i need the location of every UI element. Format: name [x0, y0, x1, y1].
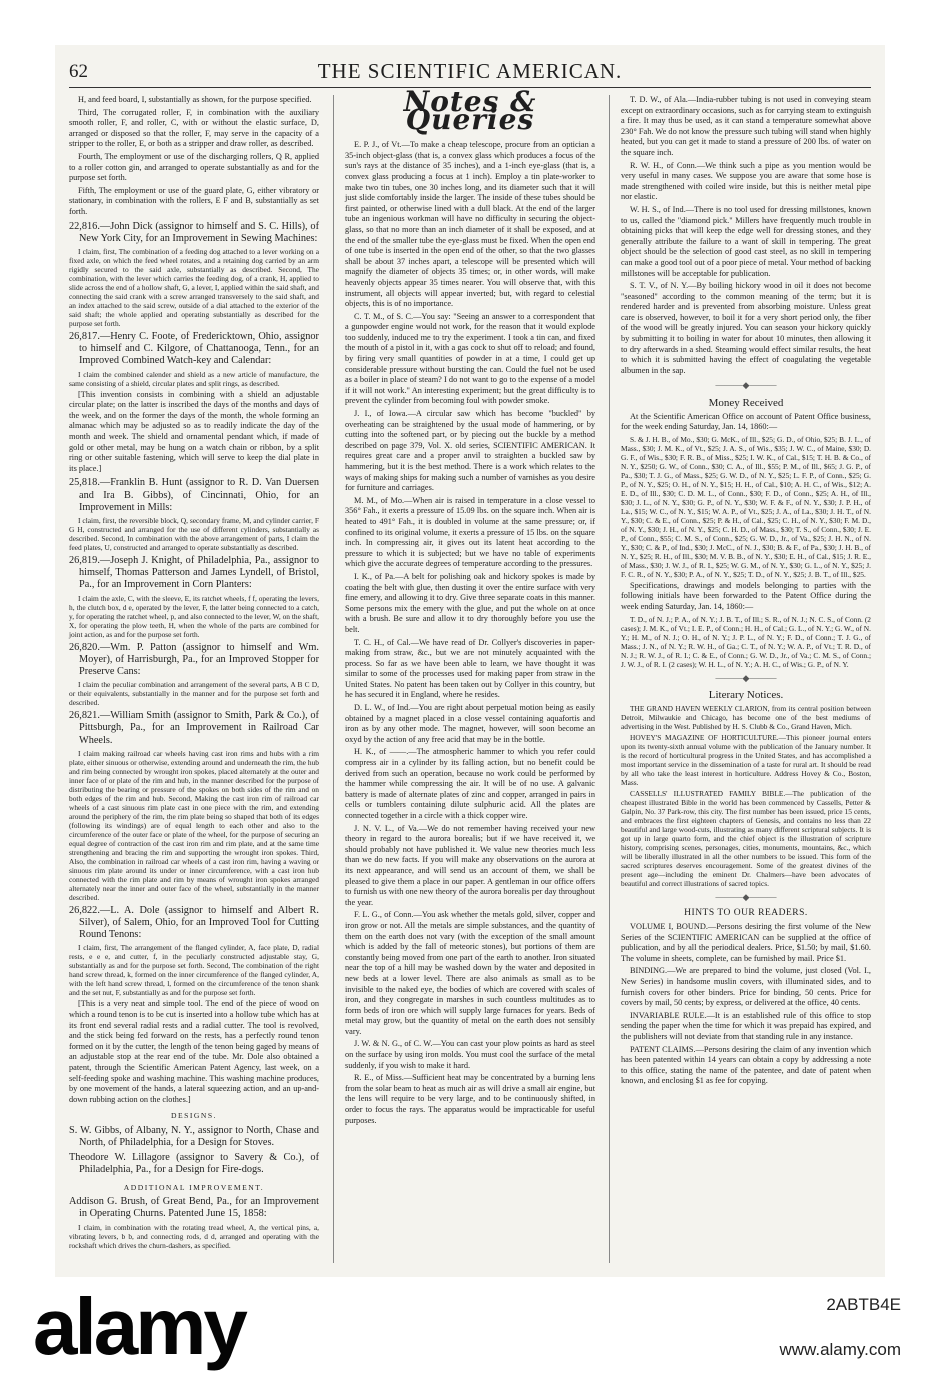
column-divider [333, 95, 334, 1263]
page-number: 62 [69, 61, 88, 82]
section-ornament: ———◆——— [715, 672, 777, 683]
hints-heading: HINTS TO OUR READERS. [684, 908, 808, 919]
patent-claim: I claim making railroad car wheels having cast iron rims and hubs with a rim plate, either sinuous or otherwise, extending around and underneath the rim, the hub and rim being connected by wrought iron spokes, placed alternately at the outer and inner face of or plate of the rim and hub, in the manner described for the purpose of distributing the bearing or pressure of the spokes on both sides of the rim and on both edges of the rim and hub. Second, Making the cast iron rim of railroad car wheels of a cast sinuous rim plate cast in one piece with the rim, and extending around the periphery of the rim, the rim plate being so shaped that both of its edges (following its windings) are of equal length to each other and also to the circumference of the outer face or plate of the wheel, for the purpose of securing an equal degree of contraction of the cast iron rim and rim plate, and at the same time strengthening and bracing the rim and supporting the wrought iron spokes. Third, Also, the combination in railroad car wheels of a cast iron rim, having a waving or sinuous rim plate around its under or inner circumference, with a cast iron hub connected with the rim plate and rim by means of wrought iron spokes arranged alternately near the inner and outer face of the wheel, substantially in the manner described. [69, 748, 319, 902]
patent-heading: 26,819.—Joseph J. Knight, of Philadelphia, Pa., assignor to himself, Thomas Patterson and James Lyndell, of Bristol, Pa., for an Improvement in Corn Planters: [69, 554, 319, 591]
stock-watermark-bar [0, 1277, 941, 1390]
paragraph: H, and feed board, I, substantially as shown, for the purpose specified. [78, 95, 312, 104]
patent-heading: 26,817.—Henry C. Foote, of Fredericktown, Ohio, assignor to himself and C. Kilgore, of Chattanooga, Tenn., for an Improved Combined Watch-key and Calendar: [69, 330, 319, 367]
section-heading-additional-improvement: ADDITIONAL IMPROVEMENT. [123, 1182, 265, 1192]
heading-text: Notes & Queries [403, 85, 537, 136]
patent-claim: I claim, first, the reversible block, Q, secondary frame, M, and cylinder carrier, F G H, constructed and arranged for the use of different cylinders, substantially as described. Second, In combination with the above arrangement of parts, I claim the feed plates, U, constructed and arranged to operate substantially as described. [69, 515, 319, 552]
section-ornament: ———◆——— [715, 380, 777, 391]
specifications-intro: Specifications, drawings and models belonging to parties with the following initials have been forwarded to the Patent Office during the week ending Saturday, Jan. 14, 1860:— [621, 580, 871, 611]
section-heading-designs: DESIGNS. [171, 1111, 217, 1121]
query-answer: D. L. W., of Ind.—You are right about perpetual motion being as easily obtained by a magnet placed in a close vessel containing aquafortis and iron as by any other mode. The magnet, however, will soon become an oxyd by the action of any free acid that may be in the bottle. [345, 703, 595, 744]
watermark-url: www.alamy.com [779, 1340, 901, 1359]
alamy-logo: alamy [33, 1282, 245, 1371]
query-answer: C. T. M., of S. C.—You say: "Seeing an answer to a correspondent that a gunpowder engine would not work, for the reason that it would explode too suddenly, induced me to try the experiment. I took a tin can, and fixed the mouth of a pistol in it, with a gas cock to shut off to reload; and found, by firing very small quantities of powder in at a time, I could get up considerable pressure without bursting the can. Could the fuel not be used as a boiler in place of steam? I do not want to go to the expense of a model if it will not work." An interesting experiment; but the great difficulty is to prevent the cylinder from becoming foul with powder smoke. [345, 311, 595, 406]
column-notes-and-queries [345, 85, 595, 1128]
query-answer: R. W. H., of Conn.—We think such a pipe as you mention would be very useful in many cases. We suppose you are aware that some hose is made strengthened with coiled wire inside, but this is neither metal pipe nor elastic. [621, 160, 871, 202]
patent-heading: 25,818.—Franklin B. Hunt (assignor to R. D. Van Duersen and Ira B. Gibbs), of Cincinnati, Ohio, for an Improvement in Mills: [69, 477, 319, 513]
patent-heading: 26,820.—Wm. P. Patton (assignor to himself and Wm. Moyer), of Harrisburgh, Pa., for an Improved Stopper for Preserve Cans: [69, 641, 319, 677]
patent-heading: Addison G. Brush, of Great Bend, Pa., for an Improvement in Operating Churns. Patented June 15, 1858: [69, 1196, 319, 1220]
query-answer: S. T. V., of N. Y.—By boiling hickory wood in oil it does not become "seasoned" according to the common meaning of the term; but it is rendered harder and is prevented from absorbing moisture. Unless great care is observed, however, to boil it for a very short period only, the fiber of the wood will be greatly injured. You can season your hickory quickly by submitting it to boiling in water for about 10 minutes, then allowing it to dry afterwards in a shed. Steaming would effect similar results, the heat to which it is submitted having the effect of coagulating the vegetable albumen in the sap. [621, 281, 871, 375]
newspaper-page [55, 45, 885, 1277]
query-answer: T. C. H., of Cal.—We have read of Dr. Collyer's discoveries in paper-making from straw, &c., but we are not minutely acquainted with the process. So far as we have been able to learn, we have thought it was similar to some of the processes used for making paper from straw in the United States. No patent has been taken out by Collyer in this country, but he has secured it in England, where he resides. [345, 637, 595, 700]
query-answer: J. W. & N. G., of C. W.—You can cast your plow points as hard as steel on the surface by using iron molds. You must cool the surface of the metal suddenly, if you wish to make it hard. [345, 1039, 595, 1070]
query-answer: I. K., of Pa.—A belt for polishing oak and hickory spokes is made by coating the belt with glue, then dusting it over the entire surface with very fine emery, and allowing it to dry. Give three separate coats in this manner. Some persons mix the emery with the glue, and put the whole on at once with a brush. Be sure and allow it to dry thoroughly before you use the belt. [345, 571, 595, 634]
page-header [69, 59, 871, 85]
query-answer: F. L. G., of Conn.—You ask whether the metals gold, silver, copper and iron grow or not. All the metals are simple substances, and the quantity of them on the earth does not vary (with the exception of the small amount which is added by the fall of meteoric stones), but portions of them are constantly being moved from one part of the earth to another. Iron situated near the top of a hill may be washed down by the water and deposited in new beds at a lower level. There are also animals as small as to be invisible to the naked eye, the bodies of which are covered with scales of iron, and they congregate in marshes in such countless multitudes as to form beds of iron ore which will supply large furnaces for years. Beds of metal may grow, but the quantity of metal on the earth does not sensibly vary. [345, 910, 595, 1036]
literary-notice: THE GRAND HAVEN WEEKLY CLARION, from its central position between Detroit, Milwaukie and Chicago, has become one of the best mediums of advertising in the West. Published by H. S. Clubb & Co., Grand Haven, Mich. [621, 703, 871, 731]
design-entry: S. W. Gibbs, of Albany, N. Y., assignor to North, Chase and North, of Philadelphia, for a Design for Stoves. [69, 1124, 319, 1149]
hint-paragraph: PATENT CLAIMS.—Persons desiring the claim of any invention which has been patented within 14 years can obtain a copy by addressing a note to this office, stating the name of the patentee, and date of patent when known, and enclosing $1 as fee for copying. [621, 1044, 871, 1086]
patent-claim: I claim the combined calender and shield as a new article of manufacture, the same consisting of a shield, circular plates and split rings, as described. [69, 369, 319, 388]
patent-note: [This is a very neat and simple tool. The end of the piece of wood on which a round tenon is to be cut is inserted into a hollow tube which has at its front end several radial rests and a radial cutter. The tool is revolved, and the stick being fed forward on the rests, has a perfectly round tenon formed on it by the cutter, the length of the tenon being gaged by means of an adjustable stop at the rear end of the tube. Mr. Dole also obtained a patent, through the Scientific American Patent Agency, last week, on a self-feeding spoke and washing machine. This washing machine produces, by one movement of the hands, a lateral squeezing action, and an up-and-down rubbing action on the clothes.] [69, 999, 319, 1104]
patent-claim: I claim, in combination with the rotating tread wheel, A, the vertical pins, a, vibrating levers, b b, and connecting rods, d d, arranged and operating with the rockshaft which drives the churn-dashers, as specified. [69, 1222, 319, 1250]
column-money-and-notices [621, 95, 871, 1089]
page-title: THE SCIENTIFIC AMERICAN. [317, 59, 623, 83]
literary-notice: HOVEY'S MAGAZINE OF HORTICULTURE.—This pioneer journal enters upon its twenty-sixth annual volume with the publication of the January number. It is the record of horticultural progress in the United States, and has accomplished a most important service in the dissemination of a taste for rural art. It should be read by all who take the least interest in horticulture. Address Hovey & Co., Boston, Mass. [621, 732, 871, 787]
money-received-intro: At the Scientific American Office on account of Patent Office business, for the week ending Saturday, Jan. 14, 1860:— [621, 411, 871, 432]
hint-paragraph: VOLUME I, BOUND.—Persons desiring the first volume of the New Series of the SCIENTIFIC AMERICAN can be supplied at the office of publication, and by all the periodical dealers. Price, $1.50; by mail, $1.60. The volume in sheets, complete, can be furnished by mail. Price $1. [621, 921, 871, 963]
specifications-list: T. D., of N. J.; P. A., of N. Y.; J. B. T., of Ill.; S. R., of N. J.; N. C. S., of Conn. (2 cases); J. M. K., of Vt.; I. E. P., of Conn.; H. H., of Cal.; G. L., of N. Y.; G. W., of N. Y.; H. M., of N. J.; O. H., of N. Y.; J. P. L., of N. Y.; F. D., of Conn.; T. J. G., of Mass.; J. N., of N. Y.; R. W. H., of Ga.; C. T., of N. Y.; W. A. P., of Vt.; T. R. D., of N. J.; R. W. J., of R. I.; C. & E., of Conn.; G. W. D., Jr., of Va.; C. M. S., of Conn.; J. W. J., of R. I. (2 cases); W. H. L., of N. Y.; A. H. C., of Wis.; G. P., of N. Y. [621, 614, 871, 669]
money-received-heading: Money Received [708, 397, 784, 410]
patent-note: [This invention consists in combining with a shield an adjustable circular plate; on the latter is inscribed the days of the months and days of the week, and on the former the days of the month, the whole forming an almanac which may be adjusted so as to readily indicate the day of the month and week. The shield and ornamental pendant which, if made of gold or other metal, may be hung on a watch chain or ribbon, by a split ring or other suitable fastening, which will serve to keep the dial plate in its place.] [69, 389, 319, 473]
patent-claim: I claim the axle, C, with the sleeve, E, its ratchet wheels, f f, operating the levers, h, the clutch box, d e, operated by the lever, F, the latter being connected to a catch, y, for operating the ratchet wheel, p, and also connected to the lever, W, on the shaft, X, for operating the plow teeth, H, when the whole of the parts are combined for joint action, as and for the purpose set forth. [69, 593, 319, 639]
paragraph: Third, The corrugated roller, F, in combination with the auxiliary smooth roller, F, and roller, C, with or without the elastic surface, D, arranged or disposed so that the roller, F, may serve in the capacity of a stripper to the roller, E, or both as a stripper and draw roller, as described. [69, 107, 319, 149]
section-ornament: ———◆——— [715, 891, 777, 902]
query-answer: T. D. W., of Ala.—India-rubber tubing is not used in conveying steam except on extraordinary occasions, such as for carrying steam to extinguish a fire. It may thus be used, as it can stand a temperature somewhat above 230° Fah. We do not know the pressure such tubing will stand when highly heated, but you can get it made to stand a pressure of 200 lbs. of water on the square inch. [621, 95, 871, 157]
query-answer: M. M., of Mo.—When air is raised in temperature in a close vessel to 356° Fah., it exerts a pressure of 15.09 lbs. on the square inch. When air is heated to 491° Fah., it is doubled in volume at the same pressure; or, if confined to its original volume, it exerts a pressure of 15 lbs. on the square inch. In compressing air, it gives out its latent heat according to the pressure to which it is subjected; but we have no table of experiments which give the accurate degrees of temperature according to the pressures. [345, 495, 595, 569]
hint-paragraph: INVARIABLE RULE.—It is an established rule of this office to stop sending the paper when the time for which it was prepaid has expired, and the publishers will not deviate from that standing rule in any instance. [621, 1010, 871, 1041]
literary-notices-heading: Literary Notices. [708, 689, 784, 702]
query-answer: E. P. J., of Vt.—To make a cheap telescope, procure from an optician a 35-inch object-glass (that is, a convex glass which produces a focus of the sun's rays at the distance of 35 inches), and a 1-inch eye-glass (that is, a convex glass producing a focus at 1 inch). Employ a tin plate-worker to make two tin tubes, one 30 inches long, and its diameter such that it will just slide comfortably inside the larger. The inside of these tubes should be first painted, or otherwise lined with a dull black. At the end of the larger tube an ingenious workman will have no difficulty in securing the object-glass, so that no more than an inch diameter of it shall be exposed, and at the end of the smaller tube the eye-glass must be fixed. When the open end of one tube is inserted in the open end of the other, so that the two glasses shall be about 37 inches apart, a telescope will be presented which will magnify the diameter of objects 35 times; or, in other words, will make heavenly objects appear 35 times nearer. You will observe that, with this instrument, all objects will appear inverted; but, with regard to celestial objects, this is of no importance. [345, 140, 595, 309]
paragraph: Fourth, The employment or use of the discharging rollers, Q R, applied to a roller cotton gin, and arranged to operate substantially as and for the purpose set forth. [69, 151, 319, 183]
patent-claim: I claim, first, The combination of a feeding dog attached to a lever working on a fixed axle, on which the feed wheel rotates, and a retaining dog carried by an arm rigidly secured to the said axle, substantially as described. Second, The combination, with the lever which carries the feeding dog, of a crank, H, applied to slide across the end of a hollow shaft, G, a lever, I, applied within the said shaft, and connecting the said crank with a screw arranged transversely to the said shaft, and an index attached to the said screw, outside of a dial attached to the exterior of the said shaft; the whole applied and operating substantially as described for the purpose set forth. [69, 246, 319, 328]
patent-heading: 26,822.—L. A. Dole (assignor to himself and Albert R. Silver), of Salem, Ohio, for an Improved Tool for Cutting Round Tenons: [69, 904, 319, 941]
literary-notice: CASSELLS' ILLUSTRATED FAMILY BIBLE.—The publication of the cheapest illustrated Bible in the world has been commenced by Cassells, Petter & Galpin, No. 37 Park-row, this city. The first number has been issued, price 15 cents, and embraces the first eighteen chapters of Genesis, and contains no less than 22 beautiful and large wood-cuts, illustrating as many different scriptural subjects. It is got up in large quarto form, and the chief object is the illustration of scripture history, comprising scenes, personages, cities, monuments, mountains, &c., which will be liberally illustrated in all the other numbers to be issued. This form of the sacred scriptures deserves encouragement. Some of the greatest divines of the present age—including the eminent Dr. Chalmers—have been advocates of beautiful and correct illustrations of sacred topics. [621, 788, 871, 888]
patent-claim: I claim, first, The arrangement of the flanged cylinder, A, face plate, D, radial rests, e e e, and cutter, f, in the peculiarly constructed adjustable stay, G, substantially as and for the purpose set forth. Second, The combination of the right hand screw thread, k, formed on the inner circumference of the flanged cylinder, A, with the left hand screw thread, l, formed on the circumference of the tenon shank and the set nut, F, substantially as and for the purpose set forth. [69, 943, 319, 998]
column-patent-claims [69, 95, 319, 1252]
image-id: 2ABTB4E [826, 1295, 901, 1314]
paragraph: Fifth, The employment or use of the guard plate, G, either vibratory or stationary, in combination with the rollers, E F and B, substantially as set forth. [69, 185, 319, 216]
design-entry: Theodore W. Lillagore (assignor to Savery & Co.), of Philadelphia, Pa., for a Design for Fire-dogs. [69, 1152, 319, 1176]
query-answer: H. K., of ——.—The atmospheric hammer to which you refer could compress air in a cylinder by its falling action, but no benefit could be derived from such an operation, because no work could be performed by the hammer while compressing the air. It will be of no use. A galvanic battery is made of alternate plates of zinc and copper, arranged in pairs in cells or tumblers containing dilute sulphuric acid. All the plates are connected together in a circle with a thick copper wire. [345, 747, 595, 820]
query-answer: J. N. V. L., of Va.—We do not remember having received your new theory in regard to the aurora borealis; but if we have received it, we should probably not have published it. We value new theories much less than we do new facts. If you will make any observations on the aurora at its next appearance, and will send us an account of them, we shall be pleased to give them a place in our paper. A gentleman in our office offers to furnish us with one new theory of the aurora borealis per day throughout the year. [345, 823, 595, 907]
column-divider [609, 95, 610, 1263]
money-received-list: S. & J. H. B., of Mo., $30; G. McK., of Ill., $25; G. D., of Ohio, $25; B. J. L., of Mass., $30; J. M. K., of Vt., $25; J. A. S., of Wis., $35; J. W. C., of Maine, $30; D. G. F., of Wis., $30; F. R. B., of Miss., $25; I. W. K., of Cal., $15; T. H. B. & Co., of N. Y., $250; G. W., of Conn., $30; C. A., of Ill., $55; P. M., of Ill., $65; J. G. P., of Pa., $30; T. J. G., of Mass., $25; G. W. D., of N. Y., $25; L. F. P., of Conn., $25; G. P., of N. Y., $25; O. H., of N. Y., $15; H. H., of Cal., $10; A. H. C., of Wis., $12; A. E. D., of Ill., $30; C. D. M. L., of Conn., $30; F. D., of Conn., $25; A. H., of Ill., $30; J. L., of N. Y., $30; G. P., of N. Y., $30; W. F. & F., of N. Y., $30; J. P. H., of La., $15; W. C., of N. Y., $15; W. A. P., of Vt., $25; J. A., of La., $30; J. H. T., of N. Y., $30; C. & E., of Conn., $25; P. & H., of Cal., $25; C. H., of N. Y., $30; F. M. D., of N. Y., $30; J. H., of N. Y., $25; C. H. D., of Mass., $30; T. S., of Conn., $30; J. E. P., of Conn., $55; C. M. S., of Conn., $25; G. W. D., Jr., of Va., $25; J. H. N., of N. Y., $30; C. & P., of Ind., $30; J. McC., of N. J., $30; B. & F., of Pa., $30; J. H. B., of N. Y., $25; R. H., of Ill., $30; M. V. B. B., of N. Y., $30; E. H., of Cal., $15; J. R. E., of Mass., $30; J. W. J., of R. I., $25; W. G. M., of N. Y., $30; G. L., of N. Y., $25; J. F. C. R., of N. Y., $30; P. A., of N. Y., $25; T. D., of N. Y., $25; J. B. T., of Ill., $25. [621, 434, 871, 579]
patent-heading: 26,821.—William Smith (assignor to Smith, Park & Co.), of Pittsburgh, Pa., for an Improvement in Railroad Car Wheels. [69, 710, 319, 746]
query-answer: J. I., of Iowa.—A circular saw which has become "buckled" by overheating can be straightened by the usual mode of hammering, or by cutting into the softened part, or by piecing out the buckle by a method described on page 379, Vol. X. old series, SCIENTIFIC AMERICAN. It requires great care and a proper anvil to straighten a buckled saw by hammering, but it is the best method. There is a work which relates to the ways of making ships for making such a number of varnishes as you desire for furniture and carriages. [345, 409, 595, 493]
patent-heading: 22,816.—John Dick (assignor to himself and S. C. Hills), of New York City, for an Improvement in Sewing Machines: [69, 220, 319, 244]
notes-and-queries-heading [345, 85, 595, 136]
patent-claim: I claim the peculiar combination and arrangement of the several parts, A B C D, or their equivalents, substantially in the manner and for the purpose set forth and described. [69, 680, 319, 708]
query-answer: W. H. S., of Ind.—There is no tool used for dressing millstones, known to us, called the "diamond pick." Millers have frequently much trouble in obtaining picks that will keep the edge well for dressing stones, and they generally attribute the failure to a want of skill in tempering. The great object should be the selection of good cast steel, as no skill in tempering can make a good tool out of a poor piece of metal. Your method of backing millstones will be acceptable for publication. [621, 204, 871, 278]
query-answer: R. E., of Miss.—Sufficient heat may be concentrated by a burning lens from the solar beam to heat as much air as will drive a small air engine, but the lens will require to be very large, and to be continuously shifted, in order to focus the rays. The apparatus would be impracticable for useful purposes. [345, 1073, 595, 1125]
hint-paragraph: BINDING.—We are prepared to bind the volume, just closed (Vol. I., New Series) in handsome muslin covers, with illuminated sides, and to furnish covers for other binders. Price for binding, 50 cents. Price for covers by mail, 50 cents; by express, or delivered at the office, 40 cents. [621, 966, 871, 1008]
